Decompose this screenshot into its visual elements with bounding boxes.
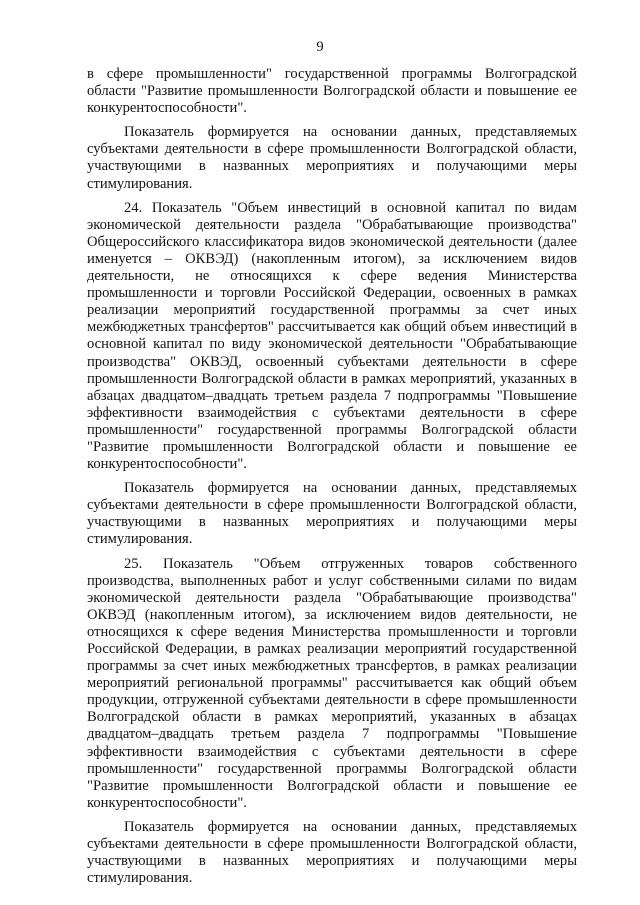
paragraph-data-source-1: Показатель формируется на основании данных, представляемых субъектами деятельности в сфере промышленности Волгоградской области, участвующими в названных мероприятиях и получающими меры стимулирования. <box>87 124 577 192</box>
paragraph-item-24: 24. Показатель "Объем инвестиций в основной капитал по видам экономической деятельности раздела "Обрабатывающие производства" Общероссийского классификатора видов экономической деятельности (далее именуется – ОКВЭД) (накопленным итогом), за исключением видов деятельности, не относящихся к сфере ведения Министерства промышленности и торговли Российской Федерации, освоенных в рамках реализации мероприятий государственной программы за счет иных межбюджетных трансфертов" рассчитывается как общий объем инвестиций в основной капитал по виду экономической деятельности "Обрабатывающие производства" ОКВЭД, освоенный субъектами деятельности в сфере промышленности Волгоградской области в рамках мероприятий, указанных в абзацах двадцатом–двадцать третьем раздела 7 подпрограммы "Повышение эффективности взаимодействия с субъектами деятельности в сфере промышленности" государственной программы Волгоградской области "Развитие промышленности Волгоградской области и повышение ее конкурентоспособности". <box>87 199 577 473</box>
paragraph-data-source-2: Показатель формируется на основании данных, представляемых субъектами деятельности в сфере промышленности Волгоградской области, участвующими в названных мероприятиях и получающими меры стимулирования. <box>87 480 577 548</box>
document-body <box>87 66 577 887</box>
paragraph-item-25: 25. Показатель "Объем отгруженных товаров собственного производства, выполненных работ и услуг собственными силами по видам экономической деятельности раздела "Обрабатывающие производства" ОКВЭД (накопленным итогом), за исключением видов деятельности, не относящихся к сфере ведения Министерства промышленности и торговли Российской Федерации, в рамках реализации мероприятий государственной программы за счет иных межбюджетных трансфертов, в рамках реализации мероприятий региональной программы" рассчитывается как общий объем продукции, отгруженной субъектами деятельности в сфере промышленности Волгоградской области в рамках мероприятий, указанных в абзацах двадцатом–двадцать третьем раздела 7 подпрограммы "Повышение эффективности взаимодействия с субъектами деятельности в сфере промышленности" государственной программы Волгоградской области "Развитие промышленности Волгоградской области и повышение ее конкурентоспособности". <box>87 555 577 811</box>
page-number: 9 <box>316 39 324 55</box>
paragraph-continuation: в сфере промышленности" государственной программы Волгоградской области "Развитие промышленности Волгоградской области и повышение ее конкурентоспособности". <box>87 66 577 117</box>
paragraph-data-source-3: Показатель формируется на основании данных, представляемых субъектами деятельности в сфере промышленности Волгоградской области, участвующими в названных мероприятиях и получающими меры стимулирования. <box>87 818 577 887</box>
